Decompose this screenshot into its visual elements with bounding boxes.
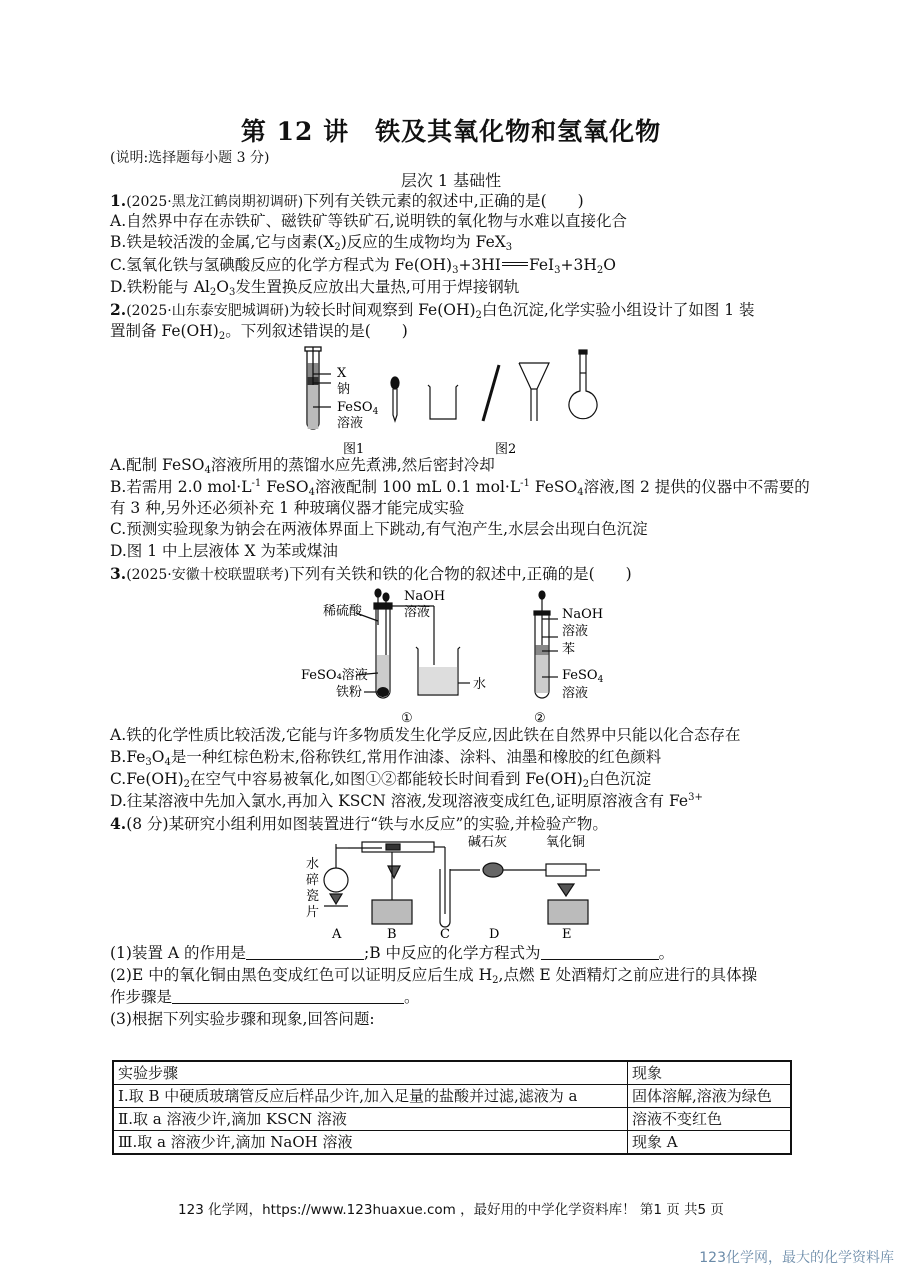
answer-blank-2[interactable] — [541, 945, 659, 960]
q1-option-d: D.铁粉能与 $Al_2O_3$发生置换反应放出大量热,可用于焊接钢轨 — [110, 278, 520, 298]
page-title: 第 12 讲 铁及其氧化物和氢氧化物 — [240, 117, 662, 146]
fig4-label-copper-oxide: 氧化铜 — [546, 835, 586, 850]
fig3b-label-solution2: 溶液 — [562, 686, 589, 701]
q4-part2-line1: (2)E 中的氧化铜由黑色变成红色可以证明反应后生成 $H_2$,点燃 E 处酒精灯之前应进行的具体操 — [110, 966, 758, 986]
table-cell: 固体溶解,溶液为绿色 — [628, 1085, 792, 1108]
volumetric-flask-icon — [569, 350, 597, 419]
q4-apparatus-figure — [290, 834, 630, 944]
q2-figures — [295, 345, 625, 457]
fig1-label-feso4: FeSO$_4$ — [337, 400, 379, 417]
fig4-label-water: 水 — [306, 857, 320, 872]
q4-part3: (3)根据下列实验步骤和现象,回答问题: — [110, 1010, 375, 1028]
q3-figures — [298, 585, 618, 725]
table-row — [113, 1085, 791, 1108]
q2-option-c: C.预测实验现象为钠会在两液体界面上下跳动,有气泡产生,水层会出现白色沉淀 — [110, 520, 648, 538]
fig3b-label-solution: 溶液 — [562, 624, 589, 639]
table-header-row — [113, 1061, 791, 1085]
q1-option-b: B.铁是较活泼的金属,它与卤素$(X_2)$反应的生成物均为 FeX$_3$ — [110, 233, 513, 253]
table-header-step: 实验步骤 — [113, 1061, 628, 1085]
table-row — [113, 1131, 791, 1155]
table-cell: 溶液不变红色 — [628, 1108, 792, 1131]
table-cell: Ⅲ.取 a 溶液少许,滴加 NaOH 溶液 — [113, 1131, 628, 1155]
q2-stem-line1: 2.(2025·山东泰安肥城调研)为较长时间观察到 $Fe(OH)_2$白色沉淀,化学实验小组设计了如图 1 装 — [110, 300, 755, 321]
fig3-label-naoh: NaOH — [404, 589, 446, 604]
table-header-phenomenon: 现象 — [628, 1061, 792, 1085]
fig4-label-e: E — [562, 927, 572, 942]
q2-option-a: A.配制 FeSO$_4$溶液所用的蒸馏水应先煮沸,然后密封冷却 — [110, 456, 495, 476]
q2-option-d: D.图 1 中上层液体 X 为苯或煤油 — [110, 542, 338, 560]
fig3-label-feso4-solution: FeSO₄溶液 — [301, 668, 368, 683]
q3-option-b: $B.Fe_3O_4$是一种红棕色粉末,俗称铁红,常用作油漆、涂料、油墨和橡胶的红色颜料 — [110, 748, 662, 768]
fig4-label-d: D — [489, 927, 500, 942]
funnel-icon — [519, 363, 549, 421]
apparatus-2-icon — [534, 591, 558, 698]
fig3-label-solution: 溶液 — [404, 605, 431, 620]
q4-stem: 4.(8 分)某研究小组利用如图装置进行“铁与水反应”的实验,并检验产物。 — [110, 814, 608, 833]
fig4-label-broken-1: 碎 — [306, 873, 320, 888]
q3-option-c: $C.Fe(OH)_2$在空气中容易被氧化,如图①②都能较长时间看到 $Fe(OH)_2$白色沉淀 — [110, 770, 652, 790]
q2-option-b-line2: 有 3 种,另外还必须补充 1 种玻璃仪器才能完成实验 — [110, 499, 465, 517]
scoring-note: (说明:选择题每小题 3 分) — [110, 150, 270, 166]
table-row — [113, 1108, 791, 1131]
section-level-heading: 层次 1 基础性 — [400, 171, 502, 190]
q3-option-a: A.铁的化学性质比较活泼,它能与许多物质发生化学反应,因此铁在自然界中只能以化合态存在 — [110, 726, 741, 744]
q3-option-d: D.往某溶液中先加入氯水,再加入 KSCN 溶液,发现溶液变成红色,证明原溶液含有 $Fe^{3+}$ — [110, 792, 703, 810]
page-footer: 123 化学网，https://www.123huaxue.com ，最好用的中学化学资料库！ 第1 页 共5 页 — [178, 1202, 724, 1218]
answer-blank-1[interactable] — [246, 945, 364, 960]
fig4-label-soda-lime: 碱石灰 — [468, 835, 508, 850]
table-cell: Ⅰ.取 B 中硬质玻璃管反应后样品少许,加入足量的盐酸并过滤,滤液为 a — [113, 1085, 628, 1108]
fig3b-label-feso4: FeSO$_4$ — [562, 668, 604, 685]
table-cell: 现象 A — [628, 1131, 792, 1155]
fig3-caption-1: ① — [401, 711, 413, 725]
fig3b-label-benzene: 苯 — [562, 642, 576, 657]
fig3-label-water: 水 — [473, 677, 487, 692]
fig3b-label-naoh: NaOH — [562, 607, 604, 622]
table-cell: Ⅱ.取 a 溶液少许,滴加 KSCN 溶液 — [113, 1108, 628, 1131]
q2-stem-line2: 置制备 $Fe(OH)_2$。下列叙述错误的是( ) — [110, 322, 408, 342]
fig4-label-broken-3: 片 — [306, 905, 320, 920]
fig3-caption-2: ② — [534, 711, 546, 725]
apparatus-chain-icon — [324, 842, 600, 927]
fig1-label-x: X — [337, 366, 347, 381]
fig1-caption: 图1 — [343, 442, 365, 457]
beaker-icon — [428, 385, 458, 419]
answer-blank-3[interactable] — [172, 989, 404, 1004]
fig4-label-a: A — [332, 927, 342, 942]
fig1-label-sodium: 钠 — [337, 382, 351, 397]
fig4-label-b: B — [387, 927, 397, 942]
q1-option-a: A.自然界中存在赤铁矿、磁铁矿等铁矿石,说明铁的氧化物与水难以直接化合 — [110, 212, 628, 230]
glass-rod-icon — [483, 365, 499, 421]
reaction-equals-sign — [502, 262, 528, 266]
fig4-label-broken-2: 瓷 — [306, 889, 320, 904]
q2-option-b-line1: B.若需用 2.0 $mol\cdot L^{-1}$ FeSO$_4$溶液配制 100 mL 0.1 $mol\cdot L^{-1}$ FeSO$_4$溶液,图 2 提供的仪器中不需要的 — [110, 478, 810, 498]
fig1-label-solution: 溶液 — [337, 416, 364, 431]
fig3-label-iron-powder: 铁粉 — [336, 685, 363, 700]
watermark: 123化学网，最大的化学资料库 — [699, 1250, 894, 1266]
test-tube-figure1 — [305, 347, 331, 429]
fig3-label-dilute-sulfuric-acid: 稀硫酸 — [323, 604, 363, 619]
q4-part2-line2: 作步骤是 。 — [110, 988, 420, 1006]
q1-option-c: C.氢氧化铁与氢碘酸反应的化学方程式为 $Fe(OH)_3+3HI$ $FeI_3+3H_2O$ — [110, 256, 616, 276]
q1-stem: 1.(2025·黑龙江鹤岗期初调研)下列有关铁元素的叙述中,正确的是( ) — [110, 191, 584, 210]
dropper-icon — [391, 377, 399, 421]
q4-part1: (1)装置 A 的作用是 ;B 中反应的化学方程式为 。 — [110, 944, 675, 962]
experiment-table — [112, 1060, 792, 1155]
q3-stem: 3.(2025·安徽十校联盟联考)下列有关铁和铁的化合物的叙述中,正确的是( ) — [110, 564, 632, 583]
fig4-label-c: C — [440, 927, 450, 942]
fig2-caption: 图2 — [495, 442, 517, 457]
